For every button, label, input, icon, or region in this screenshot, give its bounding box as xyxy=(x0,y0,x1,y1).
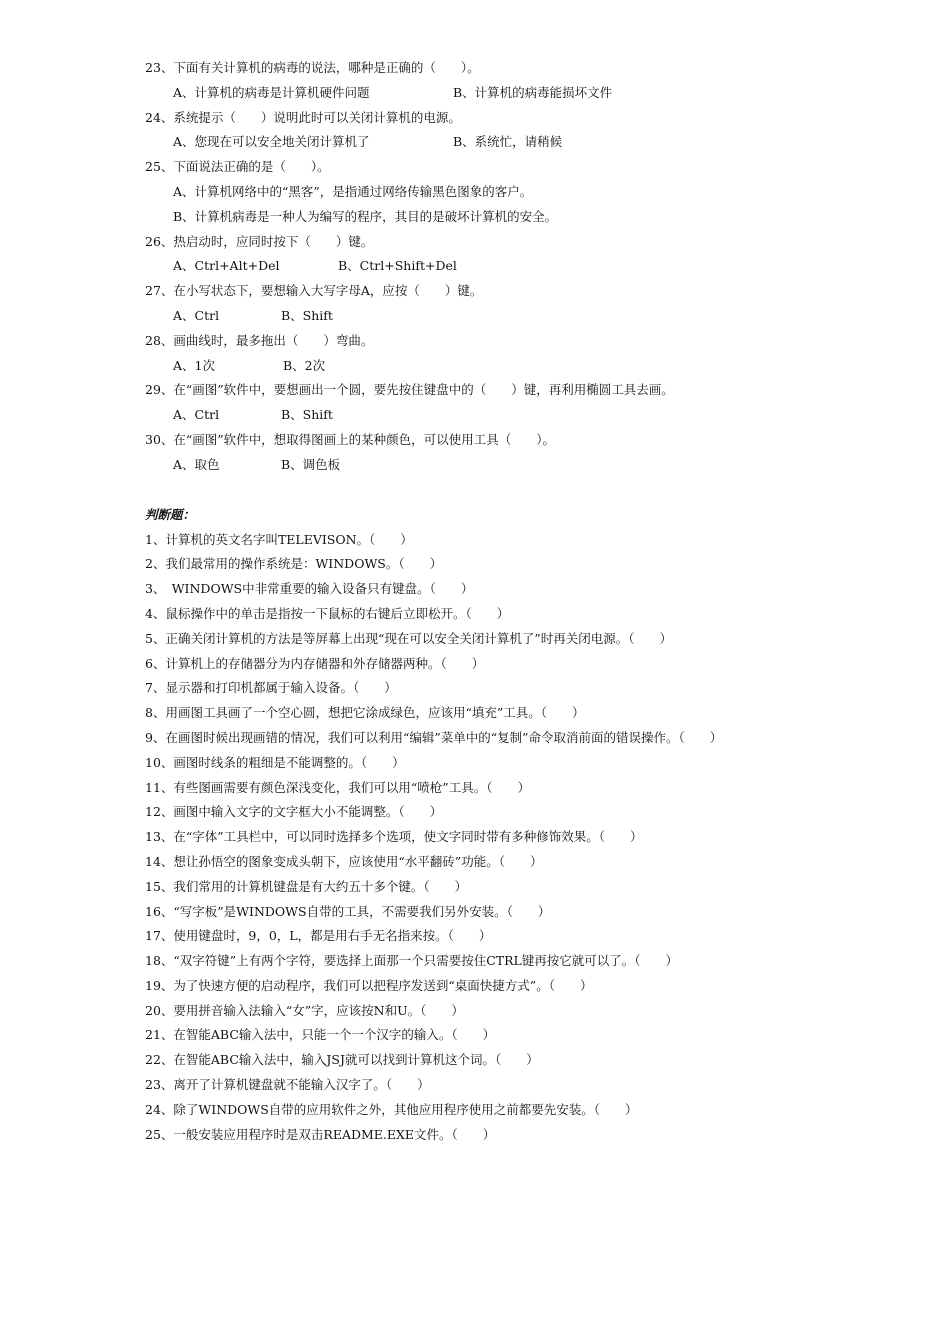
options-29 xyxy=(145,403,925,428)
section-gap xyxy=(145,478,925,502)
option-b: B、2次 xyxy=(283,357,326,373)
tf-item-6: 6、计算机上的存储器分为内存储器和外存储器两种。（ ） xyxy=(145,655,485,671)
tf-item-23: 23、离开了计算机键盘就不能输入汉字了。（ ） xyxy=(145,1077,430,1093)
question-23: 23、下面有关计算机的病毒的说法，哪种是正确的（ ）。 xyxy=(145,60,480,75)
option-a: A、计算机的病毒是计算机硬件问题 xyxy=(173,84,370,100)
options-24 xyxy=(145,130,925,155)
document-page xyxy=(145,56,925,1147)
option-b: B、Ctrl+Shift+Del xyxy=(338,258,457,274)
option-a: A、您现在可以安全地关闭计算机了 xyxy=(173,134,370,150)
tf-item-22: 22、在智能ABC输入法中，输入JSJ就可以找到计算机这个词。（ ） xyxy=(145,1052,539,1068)
tf-item-19: 19、为了快速方便的启动程序，我们可以把程序发送到“桌面快捷方式”。（ ） xyxy=(145,977,593,993)
question-24: 24、系统提示（ ）说明此时可以关闭计算机的电源。 xyxy=(145,109,461,125)
options-27 xyxy=(145,304,925,329)
tf-item-7: 7、显示器和打印机都属于输入设备。（ ） xyxy=(145,680,397,696)
question-26: 26、热启动时，应同时按下（ ）键。 xyxy=(145,233,374,249)
tf-item-12: 12、画图中输入文字的文字框大小不能调整。（ ） xyxy=(145,804,443,820)
option-b: B、系统忙，请稍候 xyxy=(453,134,563,150)
tf-item-5: 5、正确关闭计算机的方法是等屏幕上出现“现在可以安全关闭计算机了”时再关闭电源。（ ） xyxy=(145,630,672,646)
tf-item-3: 3、 WINDOWS中非常重要的输入设备只有键盘。（ ） xyxy=(145,581,474,597)
options-26 xyxy=(145,254,925,279)
tf-item-17: 17、使用键盘时，9，0，L，都是用右手无名指来按。（ ） xyxy=(145,928,492,944)
question-29: 29、在“画图”软件中，要想画出一个圆，要先按住键盘中的（ ）键，再利用椭圆工具去画。 xyxy=(145,382,674,398)
option-b: B、Shift xyxy=(281,407,333,423)
tf-item-14: 14、想让孙悟空的图象变成头朝下，应该使用“水平翻砖”功能。（ ） xyxy=(145,853,543,869)
options-23 xyxy=(145,81,925,106)
option-b: B、计算机的病毒能损坏文件 xyxy=(453,84,613,100)
option-a: A、Ctrl xyxy=(173,307,220,323)
tf-item-13: 13、在“字体”工具栏中，可以同时选择多个选项，使文字同时带有多种修饰效果。（ ） xyxy=(145,829,643,845)
tf-item-9: 9、在画图时候出现画错的情况，我们可以利用“编辑”菜单中的“复制”命令取消前面的错误操作。（ ） xyxy=(145,729,723,745)
option-a: A、Ctrl xyxy=(173,407,220,423)
option-a: A、Ctrl+Alt+Del xyxy=(173,258,280,274)
tf-item-8: 8、用画图工具画了一个空心圆，想把它涂成绿色，应该用“填充”工具。（ ） xyxy=(145,705,585,721)
question-28: 28、画曲线时，最多拖出（ ）弯曲。 xyxy=(145,332,374,348)
tf-item-25: 25、一般安装应用程序时是双击README.EXE文件。（ ） xyxy=(145,1126,496,1142)
tf-item-4: 4、鼠标操作中的单击是指按一下鼠标的右键后立即松开。（ ） xyxy=(145,605,510,621)
option-b: B、调色板 xyxy=(281,456,341,472)
tf-item-10: 10、画图时线条的粗细是不能调整的。（ ） xyxy=(145,754,405,770)
tf-item-16: 16、“写字板”是WINDOWS自带的工具，不需要我们另外安装。（ ） xyxy=(145,903,551,919)
option-25-a: A、计算机网络中的“黑客”，是指通过网络传输黑色图象的客户。 xyxy=(173,183,533,199)
tf-section-heading: 判断题： xyxy=(145,506,196,522)
tf-list xyxy=(145,528,925,1148)
option-a: A、1次 xyxy=(173,357,215,373)
tf-item-20: 20、要用拼音输入法输入“女”字，应该按N和U。（ ） xyxy=(145,1002,464,1018)
tf-item-2: 2、我们最常用的操作系统是：WINDOWS。（ ） xyxy=(145,556,443,572)
option-a: A、取色 xyxy=(173,456,220,472)
question-27: 27、在小写状态下，要想输入大写字母A，应按（ ）键。 xyxy=(145,283,483,299)
tf-item-18: 18、“双字符键”上有两个字符，要选择上面那一个只需要按住CTRL键再按它就可以了。（ ） xyxy=(145,953,679,969)
tf-item-11: 11、有些图画需要有颜色深浅变化，我们可以用“喷枪”工具。（ ） xyxy=(145,779,530,795)
question-25: 25、下面说法正确的是（ ）。 xyxy=(145,159,330,175)
tf-item-21: 21、在智能ABC输入法中，只能一个一个汉字的输入。（ ） xyxy=(145,1027,496,1043)
question-30: 30、在“画图”软件中，想取得图画上的某种颜色，可以使用工具（ ）。 xyxy=(145,431,555,447)
option-25-b: B、计算机病毒是一种人为编写的程序，其目的是破坏计算机的安全。 xyxy=(173,208,558,224)
options-28 xyxy=(145,354,925,379)
tf-item-24: 24、除了WINDOWS自带的应用软件之外，其他应用程序使用之前都要先安装。（ ） xyxy=(145,1101,638,1117)
tf-item-15: 15、我们常用的计算机键盘是有大约五十多个键。（ ） xyxy=(145,878,468,894)
options-30 xyxy=(145,453,925,478)
option-b: B、Shift xyxy=(281,307,333,323)
tf-item-1: 1、计算机的英文名字叫TELEVISON。（ ） xyxy=(145,531,413,547)
